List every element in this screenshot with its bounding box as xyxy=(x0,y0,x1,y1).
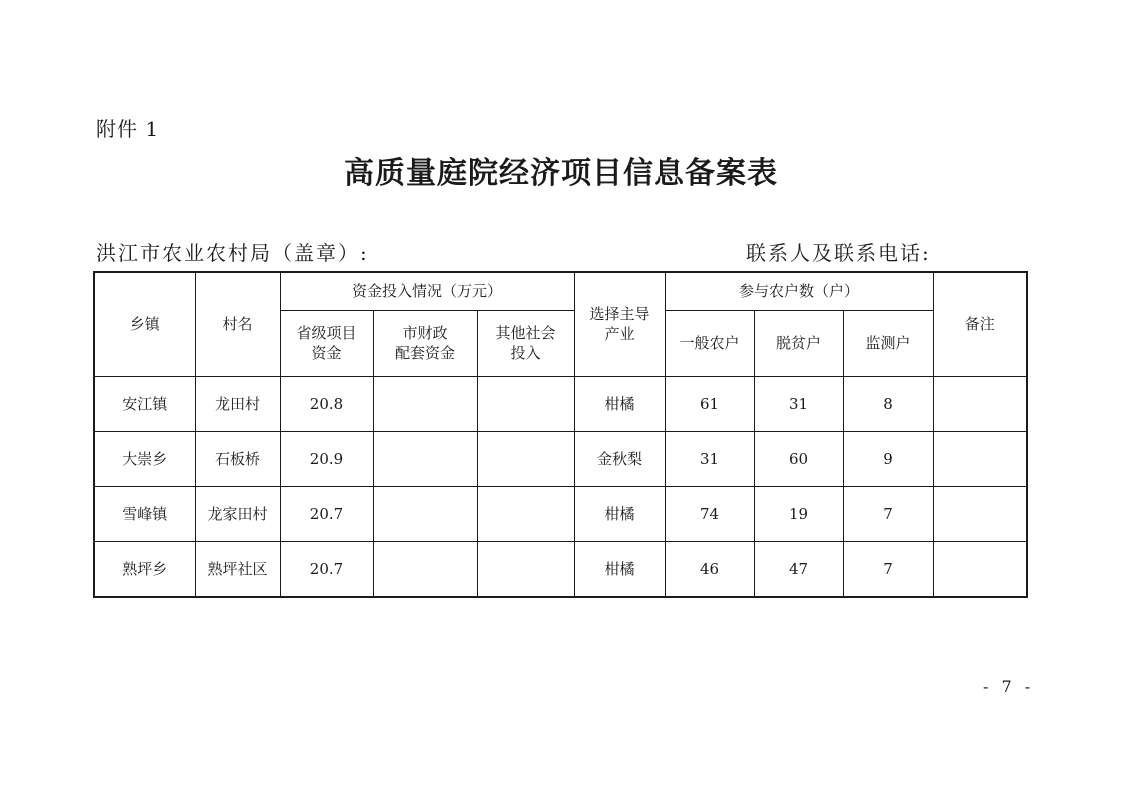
header-poverty-exit-households: 脱贫户 xyxy=(754,310,843,376)
cell-township: 熟坪乡 xyxy=(94,541,195,597)
header-provincial-fund xyxy=(280,310,373,376)
cell-other-fund xyxy=(477,431,574,486)
cell-remarks xyxy=(933,431,1027,486)
cell-poverty-exit-households: 60 xyxy=(754,431,843,486)
project-record-table xyxy=(93,271,1028,598)
header-city-fund xyxy=(373,310,477,376)
header-city-fund-line-2: 配套资金 xyxy=(394,344,455,362)
header-provincial-fund-line-1: 省级项目 xyxy=(296,324,357,342)
cell-township: 大崇乡 xyxy=(94,431,195,486)
cell-industry: 柑橘 xyxy=(574,541,665,597)
cell-monitored-households: 8 xyxy=(843,376,933,431)
header-fund-group: 资金投入情况（万元） xyxy=(280,272,574,310)
cell-village: 龙家田村 xyxy=(195,486,280,541)
cell-remarks xyxy=(933,486,1027,541)
cell-industry: 柑橘 xyxy=(574,486,665,541)
cell-other-fund xyxy=(477,541,574,597)
cell-monitored-households: 9 xyxy=(843,431,933,486)
cell-industry: 柑橘 xyxy=(574,376,665,431)
header-provincial-fund-line-2: 资金 xyxy=(311,344,342,362)
cell-village: 熟坪社区 xyxy=(195,541,280,597)
cell-poverty-exit-households: 47 xyxy=(754,541,843,597)
cell-industry: 金秋梨 xyxy=(574,431,665,486)
table-row xyxy=(94,376,1027,431)
attachment-label: 附件 1 xyxy=(96,117,160,141)
cell-poverty-exit-households: 19 xyxy=(754,486,843,541)
cell-remarks xyxy=(933,541,1027,597)
cell-provincial-fund: 20.7 xyxy=(280,541,373,597)
header-monitored-households: 监测户 xyxy=(843,310,933,376)
organization-seal-line: 洪江市农业农村局（盖章）: xyxy=(96,241,369,265)
header-general-households: 一般农户 xyxy=(665,310,754,376)
page-number: - 7 - xyxy=(983,677,1035,696)
cell-city-fund xyxy=(373,431,477,486)
cell-township: 雪峰镇 xyxy=(94,486,195,541)
cell-provincial-fund: 20.8 xyxy=(280,376,373,431)
cell-monitored-households: 7 xyxy=(843,541,933,597)
cell-township: 安江镇 xyxy=(94,376,195,431)
cell-general-households: 61 xyxy=(665,376,754,431)
table-header-row-top xyxy=(94,272,1027,310)
cell-city-fund xyxy=(373,376,477,431)
table-row xyxy=(94,431,1027,486)
cell-village: 石板桥 xyxy=(195,431,280,486)
cell-provincial-fund: 20.7 xyxy=(280,486,373,541)
header-other-fund xyxy=(477,310,574,376)
cell-village: 龙田村 xyxy=(195,376,280,431)
cell-remarks xyxy=(933,376,1027,431)
header-other-fund-line-2: 投入 xyxy=(510,344,541,362)
header-township: 乡镇 xyxy=(94,272,195,376)
header-other-fund-line-1: 其他社会 xyxy=(495,324,556,342)
contact-info-line: 联系人及联系电话: xyxy=(746,241,931,265)
cell-general-households: 74 xyxy=(665,486,754,541)
header-remarks: 备注 xyxy=(933,272,1027,376)
cell-general-households: 46 xyxy=(665,541,754,597)
cell-other-fund xyxy=(477,486,574,541)
cell-other-fund xyxy=(477,376,574,431)
page-title: 高质量庭院经济项目信息备案表 xyxy=(344,156,778,191)
table-row xyxy=(94,486,1027,541)
header-city-fund-line-1: 市财政 xyxy=(402,324,448,342)
cell-poverty-exit-households: 31 xyxy=(754,376,843,431)
cell-city-fund xyxy=(373,541,477,597)
header-household-group: 参与农户数（户） xyxy=(665,272,933,310)
header-industry-line-2: 产业 xyxy=(604,325,635,344)
header-village: 村名 xyxy=(195,272,280,376)
cell-provincial-fund: 20.9 xyxy=(280,431,373,486)
header-industry-line-1: 选择主导 xyxy=(589,305,650,324)
cell-city-fund xyxy=(373,486,477,541)
table-row xyxy=(94,541,1027,597)
header-industry xyxy=(574,272,665,376)
cell-general-households: 31 xyxy=(665,431,754,486)
cell-monitored-households: 7 xyxy=(843,486,933,541)
